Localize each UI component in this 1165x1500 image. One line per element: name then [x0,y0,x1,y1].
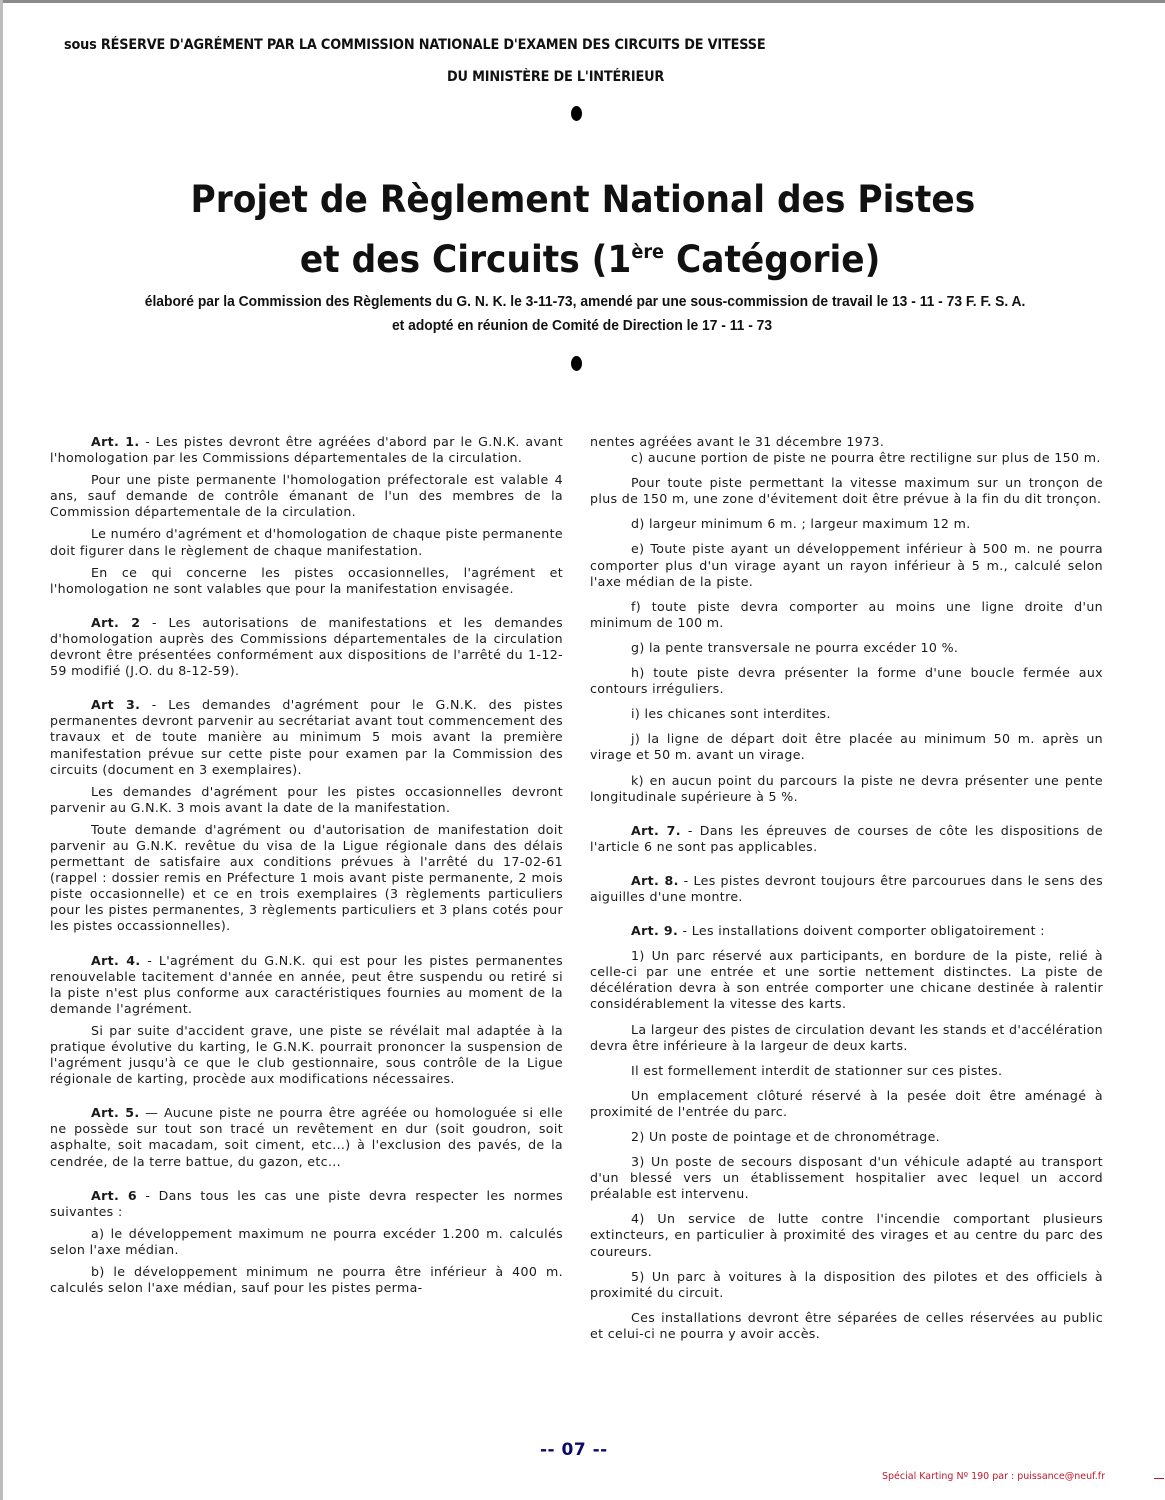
article-text: - Les installations doivent comporter obligatoirement : [678,923,1045,939]
subtitle-line1 [3,294,1165,310]
article-3 [50,697,563,777]
article-7 [590,823,1103,855]
list-item-k: k) en aucun point du parcours la piste ne devra présenter une pente longitudinale supérieure à 5 %. [590,772,1103,804]
paragraph: Un emplacement clôturé réservé à la pesée doit être aménagé à proximité de l'entrée du parc. [590,1087,1103,1119]
title-line2-prefix: et des Circuits (1 [300,238,632,281]
paragraph: Toute demande d'agrément ou d'autorisation de manifestation doit parvenir au G.N.K. revêtue du visa de la Ligue régionale dans des délais permettant de satisfaire aux conditions prévues à l'arrêté du 17-02-61 (rappel : dossier remis en Préfecture 1 mois avant piste permanente, 2 mois piste occasionnelle) et ce en trois exemplaires (3 règlements particuliers pour les pistes permanentes, 3 règlements particuliers et 3 plans cotés pour les pistes occassionnelles). [50,821,563,934]
title-line2-wrapper [300,238,881,281]
bullet-separator-icon [571,356,582,371]
paragraph: Il est formellement interdit de stationner sur ces pistes. [631,1062,1003,1078]
left-border [0,0,3,1500]
list-item-j: j) la ligne de départ doit être placée au minimum 50 m. après un virage et 50 m. avant un virage. [590,731,1103,763]
paragraph: Ces installations devront être séparées de celles réservées au public et celui-ci ne pourra y avoir accès. [590,1309,1103,1341]
subtitle-line2 [0,318,1165,334]
header-reserve-line: sous RÉSERVE D'AGRÉMENT PAR LA COMMISSION NATIONALE D'EXAMEN DES CIRCUITS DE VITESSE [64,37,766,53]
list-item-e: e) Toute piste ayant un développement inférieur à 500 m. ne pourra comporter plus d'un virage ayant un rayon inférieur à 5 m., calculé selon l'axe médian de la piste. [590,541,1103,589]
article-text: - Les pistes devront toujours être parcourues dans le sens des aiguilles d'une montre. [590,872,1103,904]
list-item-4: 4) Un service de lutte contre l'incendie comportant plusieurs extincteurs, en particulier à proximité des virages et au centre du parc des coureurs. [590,1211,1103,1259]
article-label: Art. 5. [91,1105,140,1121]
article-label: Art. 8. [631,872,679,888]
article-label: Art 3. [91,697,141,713]
list-item-2: 2) Un poste de pointage et de chronométrage. [631,1129,941,1144]
list-item-h: h) toute piste devra présenter la forme d'une boucle fermée aux contours irréguliers. [590,665,1103,697]
article-5 [50,1105,563,1169]
bullet-separator-icon [571,106,582,121]
subtitle-text-line1: élaboré par la Commission des Règlements du G. N. K. le 3-11-73, amendé par une sous-commission de travail le 13 - 11 - 73 F. F. S. A. [145,294,1026,310]
title-line2-superscript: ère [631,241,665,263]
page-title-line2 [8,238,1165,281]
list-item-b-continued: nentes agréées avant le 31 décembre 1973. [590,434,885,449]
article-label: Art. 9. [631,923,679,939]
top-border [0,0,1165,3]
article-8 [590,873,1103,905]
article-text: - Les autorisations de manifestations et les demandes d'homologation auprès des Commissions départementales de la circulation devront être présentées conformément aux dispositions de l'arrêté du 1-12-59 modifié (J.O. du 8-12-59). [50,614,564,679]
article-9 [590,923,1103,939]
article-label: Art. 2 [91,614,141,630]
list-item-1: 1) Un parc réservé aux participants, en bordure de la piste, relié à celle-ci par une entrée et une sortie nettement distinctes. La piste de décélération devra à son entrée comporter une chicane destinée à ralentir considérablement la vitesse des karts. [590,948,1103,1012]
paragraph: Pour toute piste permettant la vitesse maximum sur un tronçon de plus de 150 m, une zone d'évitement doit être prévue à la fin du dit tronçon. [590,475,1103,507]
paragraph: Pour une piste permanente l'homologation préfectorale est valable 4 ans, sauf demande de contrôle émanant de l'un des membres de la Commission départementale de la circulation. [50,472,563,520]
footer-credit: Spécial Karting Nº 190 par : puissance@neuf.fr [882,1471,1106,1482]
article-text: - L'agrément du G.N.K. qui est pour les pistes permanentes renouvelable tacitement d'année en année, peut être suspendu ou retiré si la piste n'est plus conforme aux caractéristiques fournies au moment de la demande l'agrément. [50,952,563,1016]
page-number: -- 07 -- [540,1440,608,1460]
list-item-f: f) toute piste devra comporter au moins une ligne droite d'un minimum de 100 m. [590,598,1103,630]
footer-dash [1154,1478,1164,1479]
header-ministry-line: DU MINISTÈRE DE L'INTÉRIEUR [447,69,665,85]
paragraph: Si par suite d'accident grave, une piste se révélait mal adaptée à la pratique évolutive du karting, le G.N.K. pourrait prononcer la suspension de l'agrément jusqu'à ce que le club gestionnaire, sous contrôle de la Ligue régionale de karting, procède aux modifications nécessaires. [50,1022,563,1087]
title-line2-suffix: Catégorie) [664,238,881,281]
list-item-b: b) le développement minimum ne pourra être inférieur à 400 m. calculés selon l'axe médian, sauf pour les pistes perma- [50,1264,563,1296]
list-item-a: a) le développement maximum ne pourra excéder 1.200 m. calculés selon l'axe médian. [50,1225,563,1257]
list-item-g: g) la pente transversale ne pourra excéder 10 %. [631,639,959,655]
article-text: - Les demandes d'agrément pour le G.N.K. des pistes permanentes devront parvenir au secrétariat avant tout commencement des travaux et de toute manière au minimum 5 mois avant la première manifestation prévue sur cette piste pour examen par la Commission des circuits (document en 3 exemplaires). [50,697,563,777]
article-1 [50,434,563,466]
list-item-i: i) les chicanes sont interdites. [631,706,831,722]
article-label: Art. 7. [631,822,681,838]
article-label: Art. 6 [91,1187,138,1203]
article-text: - Dans tous les cas une piste devra respecter les normes suivantes : [50,1187,563,1219]
subtitle-text-line2: et adopté en réunion de Comité de Direction le 17 - 11 - 73 [392,318,773,334]
list-item-3: 3) Un poste de secours disposant d'un véhicule adapté au transport d'un blessé vers un établissement hospitalier avec lequel un accord préalable est intervenu. [590,1154,1103,1202]
article-6 [50,1188,563,1220]
article-text: - Les pistes devront être agréées d'abord par le G.N.K. avant l'homologation par les Commissions départementales de la circulation. [50,434,563,466]
article-text: — Aucune piste ne pourra être agréée ou homologuée si elle ne possède sur tout son tracé un revêtement en dur (soit goudron, soit asphalte, soit macadam, soit ciment, etc...) à l'exclusion des pavés, de la cendrée, de la terre battue, du gazon, etc... [50,1105,563,1169]
paragraph: En ce qui concerne les pistes occasionnelles, l'agrément et l'homologation ne sont valables que pour la manifestation envisagée. [50,564,563,596]
list-item-5: 5) Un parc à voitures à la disposition des pilotes et des officiels à proximité du circuit. [590,1268,1103,1300]
article-label: Art. 1. [91,434,140,449]
page-title-line1 [0,178,1165,221]
left-column [50,434,563,1296]
article-text: - Dans les épreuves de courses de côte les dispositions de l'article 6 ne sont pas applicables. [590,822,1103,854]
paragraph: Le numéro d'agrément et d'homologation de chaque piste permanente doit figurer dans le règlement de chaque manifestation. [50,526,563,558]
list-item-c: c) aucune portion de piste ne pourra être rectiligne sur plus de 150 m. [631,450,1101,466]
article-4 [50,953,563,1017]
right-column [590,434,1103,1342]
title-text-line1: Projet de Règlement National des Pistes [190,178,975,221]
article-label: Art. 4. [91,952,141,968]
paragraph: La largeur des pistes de circulation devant les stands et d'accélération devra être inférieure à la largeur de deux karts. [590,1021,1103,1053]
article-2 [50,615,563,679]
list-item-d: d) largeur minimum 6 m. ; largeur maximum 12 m. [631,516,971,532]
paragraph: Les demandes d'agrément pour les pistes occasionnelles devront parvenir au G.N.K. 3 mois avant la date de la manifestation. [50,783,563,815]
